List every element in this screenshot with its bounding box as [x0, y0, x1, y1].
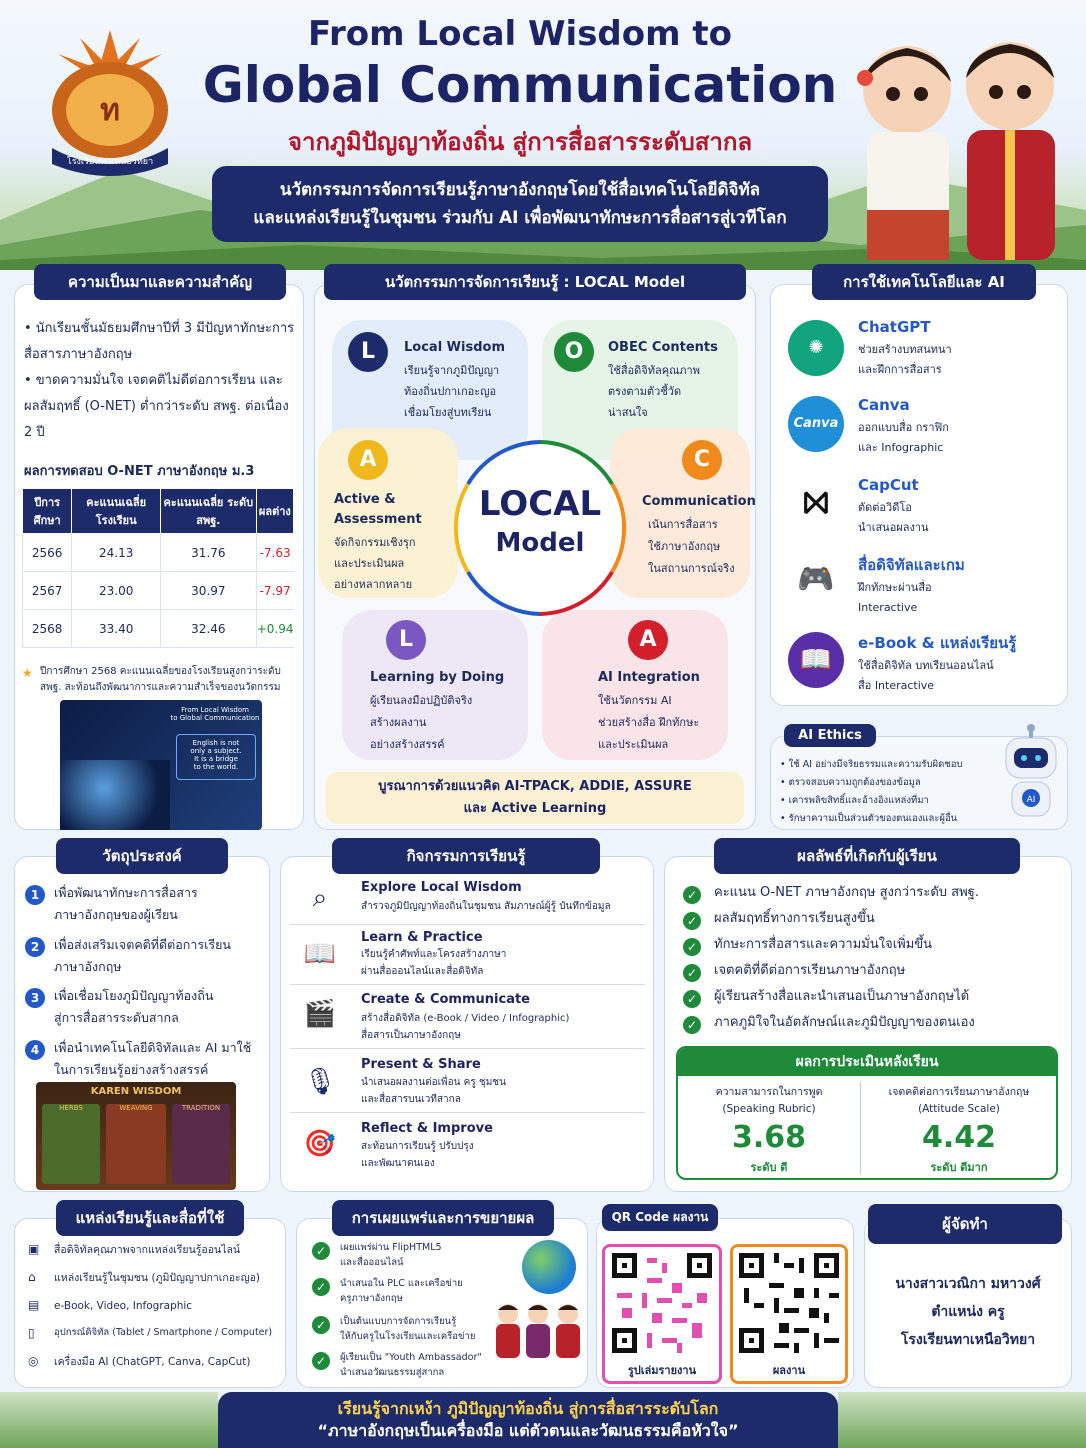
- tech-desc: ตัดต่อวิดีโอ นำเสนอผลงาน: [858, 501, 929, 534]
- check-icon: ✓: [683, 990, 701, 1008]
- outcome-item: ผู้เรียนสร้างสื่อและนำเสนอเป็นภาษาอังกฤษได้: [714, 989, 970, 1004]
- objective-item: เพื่อส่งเสริมเจตคติที่ดีต่อการเรียน ภาษาอังกฤษ: [54, 937, 231, 974]
- footer-line-2: “ภาษาอังกฤษเป็นเครื่องมือ แต่ตัวตนและวัฒนธรรมคือหัวใจ”: [317, 1421, 739, 1440]
- table-cell: 2566: [23, 534, 72, 572]
- footer-banner: [218, 1392, 838, 1448]
- footer-flowers-left: [0, 1392, 218, 1448]
- table-row: [23, 534, 294, 572]
- qr-report-label: รูปเล่มรายงาน: [627, 1364, 697, 1377]
- monitor-icon: ▣: [28, 1242, 40, 1256]
- clapper-icon: 🎬: [303, 999, 337, 1029]
- petal-c-title: Communication: [642, 494, 756, 509]
- canva-icon: Canva: [788, 396, 844, 452]
- author-name: นางสาวเวณิกา มหาวงศ์: [895, 1276, 1041, 1292]
- background-bullet-2: • ขาดความมั่นใจ เจตคติไม่ดีต่อการเรียน และผลสัมฤทธิ์ (O-NET) ต่ำกว่าระดับ สพฐ. ต่อเนื่อง 2 ปี: [24, 373, 289, 440]
- author-school: โรงเรียนทาเหนือวิทยา: [900, 1332, 1036, 1348]
- resource-item: e-Book, Video, Infographic: [54, 1300, 193, 1312]
- table-header-row: [23, 489, 294, 534]
- activity-name: Create & Communicate: [361, 992, 530, 1007]
- divider: [290, 1112, 645, 1113]
- check-icon: ✓: [683, 938, 701, 956]
- tech-desc: ใช้สื่อดิจิทัล บทเรียนออนไลน์ สื่อ Interactive: [858, 659, 994, 692]
- tech-desc: ฝึกทักษะผ่านสื่อ Interactive: [858, 581, 932, 614]
- footer-line-1: เรียนรู้จากเหง้า ภูมิปัญญาท้องถิ่น สู่การสื่อสารระดับโลก: [337, 1399, 719, 1418]
- activity-name: Explore Local Wisdom: [361, 880, 522, 895]
- objective-number: 4: [25, 1040, 45, 1060]
- capcut-icon: ⨝: [788, 474, 844, 530]
- device-icon: ▯: [28, 1326, 35, 1340]
- table-cell: 31.76: [161, 534, 257, 572]
- objective-item: เพื่อนำเทคโนโลยีดิจิทัลและ AI มาใช้ ในการเรียนรู้อย่างสร้างสรรค์: [54, 1040, 252, 1077]
- table-cell: -7.63: [256, 534, 293, 572]
- check-icon: ✓: [312, 1352, 330, 1370]
- petal-l2-title: Learning by Doing: [370, 670, 505, 685]
- media-icon: ▤: [28, 1298, 40, 1312]
- col-header-school: คะแนนเฉลี่ย โรงเรียน: [72, 489, 161, 534]
- objective-number: 3: [25, 988, 45, 1008]
- robot-icon: [996, 720, 1066, 830]
- petal-o-desc: ใช้สื่อดิจิทัลคุณภาพ ตรงตามตัวชี้วัด น่าสนใจ: [608, 364, 700, 419]
- qr-code-report[interactable]: [607, 1248, 717, 1358]
- petal-a1-title: Active & Assessment: [334, 492, 422, 527]
- book-icon: 📖: [788, 632, 844, 688]
- title-thai: จากภูมิปัญญาท้องถิ่น สู่การสื่อสารระดับสากล: [287, 128, 753, 156]
- resource-item: เครื่องมือ AI (ChatGPT, Canva, CapCut): [54, 1356, 251, 1368]
- qr-work-label: ผลงาน: [772, 1364, 806, 1377]
- speaking-score: 3.68: [731, 1120, 807, 1155]
- petal-a2-title: AI Integration: [598, 670, 700, 685]
- divider: [860, 1082, 861, 1174]
- petal-l1-title: Local Wisdom: [404, 340, 505, 355]
- title-line-2: Global Communication: [202, 56, 838, 114]
- model-center-subtitle: Model: [495, 528, 585, 558]
- activity-name: Learn & Practice: [361, 930, 483, 945]
- promo-image: [60, 700, 262, 830]
- author-title: ผู้จัดทำ: [868, 1204, 1062, 1244]
- globe-graphic: [60, 760, 170, 830]
- model-title: นวัตกรรมการจัดการเรียนรู้ : LOCAL Model: [324, 264, 746, 300]
- qr-code-work[interactable]: [734, 1248, 844, 1358]
- petal-a2-desc: ใช้นวัตกรรม AI ช่วยสร้างสื่อ ฝึกทักษะ และประเมินผล: [598, 694, 700, 751]
- attitude-label: เจตคติต่อการเรียนภาษาอังกฤษ (Attitude Scale): [888, 1086, 1030, 1115]
- divider: [290, 984, 645, 985]
- karen-wisdom-image: [36, 1082, 236, 1190]
- activity-desc: สร้างสื่อดิจิทัล (e-Book / Video / Infographic) สื่อสารเป็นภาษาอังกฤษ: [361, 1013, 570, 1041]
- open-book-icon: 📖: [303, 939, 337, 969]
- table-row: [23, 572, 294, 610]
- background-title: ความเป็นมาและความสำคัญ: [34, 264, 286, 300]
- karen-image-title: KAREN WISDOM: [90, 1086, 182, 1097]
- outcome-item: ทักษะการสื่อสารและความมั่นใจเพิ่มขึ้น: [714, 937, 933, 952]
- check-icon: ✓: [312, 1242, 330, 1260]
- tech-name: e-Book & แหล่งเรียนรู้: [858, 634, 1017, 652]
- svg-text:ท: ท: [100, 93, 120, 128]
- integration-line-2: และ Active Learning: [463, 801, 607, 816]
- tech-desc: ช่วยสร้างบทสนทนา และฝึกการสื่อสาร: [858, 343, 952, 376]
- kids-illustration: [845, 20, 1070, 260]
- tech-name: ChatGPT: [858, 318, 931, 336]
- ai-ethics-title: AI Ethics: [784, 724, 876, 747]
- qr-title: QR Code ผลงาน: [602, 1204, 718, 1231]
- karen-panel-tradition: TRADITION: [172, 1104, 230, 1184]
- star-icon: ★: [22, 666, 33, 680]
- speaking-level: ระดับ ดี: [750, 1161, 788, 1174]
- table-cell: 33.40: [72, 610, 161, 648]
- table-cell: -7.97: [256, 572, 293, 610]
- petal-l2-desc: ผู้เรียนลงมือปฏิบัติจริง สร้างผลงาน อย่างสร้างสรรค์: [370, 694, 473, 751]
- objective-item: เพื่อเชื่อมโยงภูมิปัญญาท้องถิ่น สู่การสื่อสารระดับสากล: [54, 988, 214, 1025]
- check-icon: ✓: [683, 964, 701, 982]
- resource-item: แหล่งเรียนรู้ในชุมชน (ภูมิปัญญาปกาเกอะญอ): [54, 1272, 260, 1284]
- students-icon: [492, 1300, 584, 1360]
- tech-name: สื่อดิจิทัลและเกม: [858, 556, 965, 574]
- attitude-level: ระดับ ดีมาก: [930, 1161, 988, 1174]
- target-icon: 🎯: [303, 1129, 337, 1159]
- petal-l1-desc: เรียนรู้จากภูมิปัญญา ท้องถิ่นปกาเกอะญอ เชื่อมโยงสู่บทเรียน: [404, 364, 500, 419]
- check-icon: ✓: [683, 912, 701, 930]
- onet-table-title: ผลการทดสอบ O-NET ภาษาอังกฤษ ม.3: [24, 464, 255, 479]
- ai-tool-icon: ◎: [28, 1354, 39, 1368]
- tech-name: Canva: [858, 396, 910, 414]
- outcome-item: ผลสัมฤทธิ์ทางการเรียนสูงขึ้น: [714, 911, 875, 926]
- badge-a1: A: [348, 440, 388, 480]
- promo-quote: English is not only a subject. It is a bridge to the world.: [176, 734, 256, 780]
- attitude-score: 4.42: [921, 1120, 997, 1155]
- community-icon: ⌂: [28, 1270, 36, 1284]
- evaluation-title: ผลการประเมินหลังเรียน: [678, 1048, 1056, 1076]
- objective-item: เพื่อพัฒนาทักษะการสื่อสาร ภาษาอังกฤษของผู้เรียน: [54, 885, 198, 922]
- divider: [290, 1048, 645, 1049]
- resource-item: สื่อดิจิทัลคุณภาพจากแหล่งเรียนรู้ออนไลน์: [54, 1244, 241, 1256]
- outcome-item: ภาคภูมิใจในอัตลักษณ์และภูมิปัญญาของตนเอง: [714, 1015, 975, 1030]
- model-center-title: LOCAL: [478, 484, 602, 524]
- table-cell: +0.94: [256, 610, 293, 648]
- gamepad-icon: 🎮: [788, 552, 844, 608]
- resources-title: แหล่งเรียนรู้และสื่อที่ใช้: [56, 1200, 244, 1236]
- badge-o: O: [554, 332, 594, 372]
- check-icon: ✓: [312, 1316, 330, 1334]
- karen-panel-weaving: WEAVING: [106, 1104, 166, 1184]
- table-cell: 24.13: [72, 534, 161, 572]
- col-header-year: ปีการศึกษา: [23, 489, 72, 534]
- outcomes-title: ผลลัพธ์ที่เกิดกับผู้เรียน: [714, 838, 1020, 874]
- onet-table: [22, 488, 294, 648]
- activity-name: Reflect & Improve: [361, 1121, 493, 1136]
- dissemination-item: นำเสนอใน PLC และเครือข่าย ครูภาษาอังกฤษ: [340, 1278, 463, 1304]
- ai-ethics-list: • ใช้ AI อย่างมีจริยธรรมและความรับผิดชอบ • ตรวจสอบความถูกต้องของข้อมูล • เคารพลิขสิทธิ์และอ้างอิงแหล่งที่มา • รักษาความเป็นส่วนตัวของตนเองและผู้อื่น: [780, 759, 963, 824]
- tech-name: CapCut: [858, 476, 919, 494]
- integration-line-1: บูรณาการด้วยแนวคิด AI-TPACK, ADDIE, ASSURE: [378, 779, 692, 794]
- footer-flowers-right: [838, 1392, 1086, 1448]
- petal-o-title: OBEC Contents: [608, 340, 718, 355]
- table-cell: 23.00: [72, 572, 161, 610]
- objectives-title: วัตถุประสงค์: [56, 838, 228, 874]
- speaking-label: ความสามารถในการพูด (Speaking Rubric): [715, 1086, 823, 1115]
- table-cell: 2567: [23, 572, 72, 610]
- badge-l2: L: [386, 620, 426, 660]
- activity-desc: สำรวจภูมิปัญญาท้องถิ่นในชุมชน สัมภาษณ์ผู้รู้ บันทึกข้อมูล: [361, 901, 611, 912]
- activity-desc: เรียนรู้คำศัพท์และโครงสร้างภาษา ผ่านสื่อออนไลน์และสื่อดิจิทัล: [361, 949, 507, 977]
- dissemination-item: เป็นต้นแบบการจัดการเรียนรู้ ให้กับครูในโรงเรียนและเครือข่าย: [340, 1316, 476, 1342]
- promo-title: From Local Wisdom to Global Communication: [170, 706, 260, 722]
- table-row: [23, 610, 294, 648]
- activities-title: กิจกรรมการเรียนรู้: [332, 838, 600, 874]
- dissemination-title: การเผยแพร่และการขยายผล: [332, 1200, 554, 1236]
- background-bullet-1: • นักเรียนชั้นมัธยมศึกษาปีที่ 3 มีปัญหาทักษะการสื่อสารภาษาอังกฤษ: [24, 321, 295, 362]
- magnifier-icon: ⌕: [312, 883, 328, 913]
- objective-number: 1: [25, 885, 45, 905]
- title-line-1: From Local Wisdom to: [307, 14, 733, 54]
- banner-line-1: นวัตกรรมการจัดการเรียนรู้ภาษาอังกฤษโดยใช้สื่อเทคโนโลยีดิจิทัล: [279, 180, 761, 200]
- outcome-item: เจตคติที่ดีต่อการเรียนภาษาอังกฤษ: [714, 963, 906, 978]
- onet-note: ปีการศึกษา 2568 คะแนนเฉลี่ยของโรงเรียนสูงกว่าระดับ สพฐ. สะท้อนถึงพัฒนาการและความสำเร็จของนวัตกรรม: [40, 666, 281, 693]
- table-cell: 2568: [23, 610, 72, 648]
- chatgpt-icon: ✺: [788, 320, 844, 376]
- banner-line-2: และแหล่งเรียนรู้ในชุมชน ร่วมกับ AI เพื่อพัฒนาทักษะการสื่อสารสู่เวทีโลก: [253, 208, 787, 228]
- svg-text:AI: AI: [1026, 795, 1036, 805]
- dissemination-item: เผยแพร่ผ่าน FlipHTML5 และสื่อออนไลน์: [340, 1242, 442, 1268]
- badge-c: C: [682, 440, 722, 480]
- petal-c-desc: เน้นการสื่อสาร ใช้ภาษาอังกฤษ ในสถานการณ์จริง: [648, 518, 735, 575]
- author-position: ตำแหน่ง ครู: [931, 1304, 1005, 1320]
- col-header-diff: ผลต่าง: [256, 489, 293, 534]
- activity-desc: สะท้อนการเรียนรู้ ปรับปรุง และพัฒนาตนเอง: [361, 1141, 474, 1169]
- check-icon: ✓: [683, 1016, 701, 1034]
- karen-panel-herbs: HERBS: [42, 1104, 100, 1184]
- activity-desc: นำเสนอผลงานต่อเพื่อน ครู ชุมชน และสื่อสารบนเวทีสากล: [361, 1077, 506, 1105]
- school-logo: [30, 20, 190, 180]
- subtitle-banner: [212, 166, 828, 242]
- divider: [290, 924, 645, 925]
- badge-l1: L: [348, 332, 388, 372]
- resource-item: อุปกรณ์ดิจิทัล (Tablet / Smartphone / Computer): [54, 1327, 273, 1338]
- table-cell: 32.46: [161, 610, 257, 648]
- activity-name: Present & Share: [361, 1057, 481, 1072]
- check-icon: ✓: [683, 886, 701, 904]
- petal-a1-desc: จัดกิจกรรมเชิงรุก และประเมินผล อย่างหลากหลาย: [334, 536, 416, 591]
- microphone-icon: 🎙: [303, 1067, 337, 1097]
- integration-box: [326, 772, 744, 824]
- globe-icon: [522, 1240, 576, 1294]
- objective-number: 2: [25, 937, 45, 957]
- table-cell: 30.97: [161, 572, 257, 610]
- check-icon: ✓: [312, 1278, 330, 1296]
- badge-a2: A: [628, 620, 668, 660]
- tech-desc: ออกแบบสื่อ กราฟิก และ Infographic: [858, 421, 949, 454]
- tech-title: การใช้เทคโนโลยีและ AI: [812, 264, 1036, 300]
- col-header-obec: คะแนนเฉลี่ย ระดับ สพฐ.: [161, 489, 257, 534]
- evaluation-box: [676, 1046, 1058, 1180]
- dissemination-item: ผู้เรียนเป็น "Youth Ambassador" นำเสนอวัฒนธรรมสู่สากล: [340, 1352, 482, 1378]
- outcome-item: คะแนน O-NET ภาษาอังกฤษ สูงกว่าระดับ สพฐ.: [714, 885, 979, 900]
- logo-text: โรงเรียนทาเหนือวิทยา: [66, 157, 154, 167]
